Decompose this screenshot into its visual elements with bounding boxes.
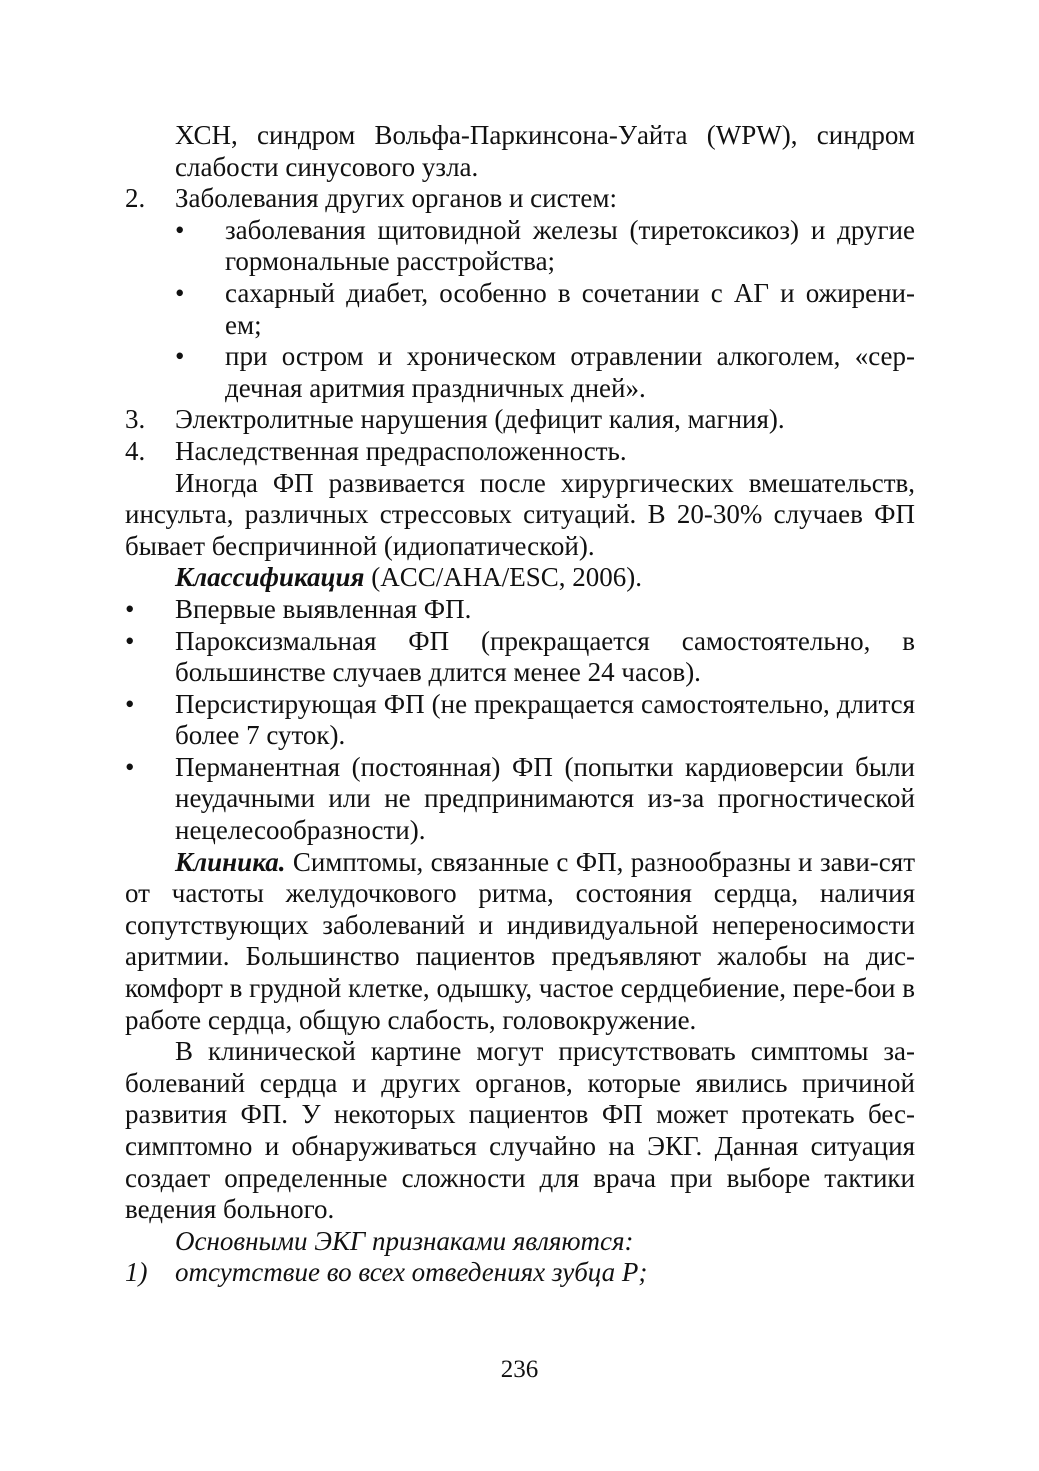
paragraph-clinic-2: В клинической картине могут присутствовать симптомы за-болеваний сердца и других органов, которые явились причиной развития ФП. У некоторых пациентов ФП может протекать бес-симптомно и обнаруживаться случайно на ЭКГ. Данная ситуация создает определенные сложности для врача при выборе тактики ведения больного.: [125, 1036, 915, 1225]
item-text: отсутствие во всех отведениях зубца Р;: [175, 1257, 648, 1288]
sub-item: [125, 278, 915, 341]
paragraph-causes: Иногда ФП развивается после хирургических вмешательств, инсульта, различных стрессовых ситуаций. В 20-30% случаев ФП бывает беспричинной (идиопатической).: [125, 467, 915, 561]
classification-source: (ACC/AHA/ESC, 2006).: [364, 562, 642, 593]
ecg-heading: Основными ЭКГ признаками являются:: [175, 1225, 634, 1256]
continuation-text: ХСН, синдром Вольфа-Паркинсона-Уайта (WPW), синдром слабости синусового узла.: [175, 120, 915, 182]
class-item: [125, 594, 915, 626]
bullet-mark: •: [125, 751, 135, 782]
class-item-text: Впервые выявленная ФП.: [175, 593, 472, 624]
sub-item: [125, 215, 915, 278]
bullet-mark: •: [175, 341, 185, 372]
sub-item-text: заболевания щитовидной железы (тиретоксикоз) и другие гормональные расстройства;: [225, 214, 915, 277]
bullet-mark: •: [175, 214, 185, 245]
bullet-mark: •: [125, 593, 135, 624]
ecg-item-1: [125, 1257, 915, 1289]
item-number: 1): [125, 1257, 148, 1288]
item-text: Наследственная предрасположенность.: [175, 435, 627, 466]
clinic-title: Клиника.: [175, 846, 286, 877]
cause-item-2: [125, 183, 915, 215]
classification-title: Классификация: [175, 562, 365, 593]
class-item-text: Персистирующая ФП (не прекращается самостоятельно, длится более 7 суток).: [175, 688, 915, 751]
item-number: 2.: [125, 183, 146, 214]
bullet-mark: •: [175, 277, 185, 308]
bullet-mark: •: [125, 625, 135, 656]
classification-heading: [125, 562, 915, 594]
page-number: 236: [500, 1356, 539, 1383]
item-text: Заболевания других органов и систем:: [175, 183, 617, 214]
cause-item-4: [125, 436, 915, 468]
item-text: Электролитные нарушения (дефицит калия, магния).: [175, 404, 785, 435]
class-item: [125, 689, 915, 752]
cause-item-3: [125, 404, 915, 436]
clinic-text: Симптомы, связанные с ФП, разнообразны и зави-сят от частоты желудочкового ритма, состояния сердца, наличия сопутствующих заболеваний и индивидуальной непереносимости аритмии. Большинство пациентов предъявляют жалобы на дис-комфорт в грудной клетке, одышку, частое сердцебиение, пере-бои в работе сердца, общую слабость, головокружение.: [125, 846, 915, 1035]
item-number: 4.: [125, 435, 146, 466]
class-item-text: Пароксизмальная ФП (прекращается самостоятельно, в большинстве случаев длится менее 24 часов).: [175, 625, 915, 688]
sub-item: [125, 341, 915, 404]
sub-item-text: сахарный диабет, особенно в сочетании с АГ и ожирени-ем;: [225, 277, 915, 340]
page-body: [125, 120, 915, 1289]
clinic-paragraph: [125, 847, 915, 1037]
class-item: [125, 752, 915, 847]
class-item: [125, 626, 915, 689]
item-number: 3.: [125, 404, 146, 435]
sub-item-text: при остром и хроническом отравлении алкоголем, «сер-дечная аритмия праздничных дней».: [225, 341, 915, 403]
class-item-text: Перманентная (постоянная) ФП (попытки кардиоверсии были неудачными или не предпринимаются из-за прогностической нецелесообразности).: [175, 751, 915, 846]
bullet-mark: •: [125, 688, 135, 719]
